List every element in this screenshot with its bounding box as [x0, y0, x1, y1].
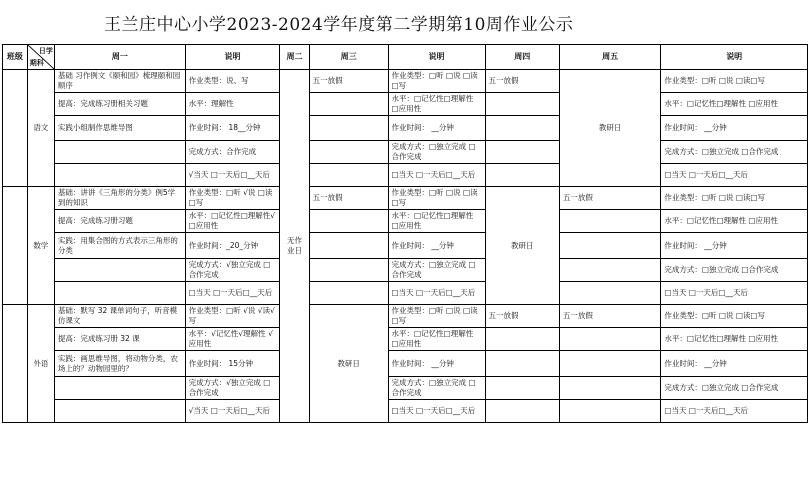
- header-diag-bottom: 期科: [29, 59, 44, 67]
- class-cell: [3, 70, 28, 187]
- wed-cell: [309, 210, 388, 233]
- mon-note-cell: □当天 □一天后□__天后: [185, 282, 280, 305]
- fri-cell: [559, 282, 660, 305]
- thu-cell: [485, 377, 559, 400]
- class-cell: [3, 305, 28, 423]
- table-row: [3, 351, 808, 377]
- table-row: [3, 187, 808, 210]
- mon-cell: 提高：完成练习册相关习题: [54, 93, 185, 116]
- wed-note-cell: 作业时间： __分钟: [388, 233, 485, 259]
- fri-cell: [559, 351, 660, 377]
- mon-cell: 基础：默写 32 课单词句子，听音模仿课文: [54, 305, 185, 328]
- wed-note-cell: 作业类型：□听 □说 □读□写: [388, 70, 485, 93]
- fri-note-cell: 作业类型：□听 □说 □读□写: [661, 70, 808, 93]
- fri-cell: [559, 259, 660, 282]
- mon-cell: [54, 164, 185, 187]
- fri-note-cell: 作业类型：□听 □说 □读□写: [661, 187, 808, 210]
- fri-note-cell: 水平：□记忆性□理解性 □应用性: [661, 93, 808, 116]
- header-note-2: 说明: [388, 45, 485, 70]
- wed-cell: [309, 282, 388, 305]
- mon-note-cell: 水平：□记忆性□理解性√ □应用性: [185, 210, 280, 233]
- tue-cell: 无作业日: [280, 70, 309, 423]
- fri-cell: [559, 210, 660, 233]
- mon-note-cell: 完成方式：合作完成: [185, 141, 280, 164]
- fri-cell: 五一放假: [559, 305, 660, 328]
- fri-cell: 五一放假: [559, 187, 660, 210]
- table-row: [3, 116, 808, 141]
- thu-cell: 五一放假: [485, 305, 559, 328]
- header-tue: 周二: [280, 45, 309, 70]
- mon-cell: [54, 141, 185, 164]
- mon-note-cell: 完成方式：√独立完成 □合作完成: [185, 259, 280, 282]
- table-row: [3, 93, 808, 116]
- header-thu: 周四: [485, 45, 559, 70]
- fri-cell: [559, 377, 660, 400]
- header-mon: 周一: [54, 45, 185, 70]
- wed-cell: [309, 233, 388, 259]
- mon-cell: [54, 282, 185, 305]
- header-row: [3, 45, 808, 70]
- mon-note-cell: √当天 □一天后□__天后: [185, 400, 280, 423]
- wed-cell: [309, 164, 388, 187]
- fri-note-cell: 完成方式：□独立完成 □合作完成: [661, 259, 808, 282]
- wed-note-cell: □当天 □一天后□__天后: [388, 282, 485, 305]
- header-note-3: 说明: [661, 45, 808, 70]
- mon-note-cell: 水平：√记忆性√理解性 √应用性: [185, 328, 280, 351]
- fri-cell: [559, 233, 660, 259]
- fri-note-cell: 作业时间： __分钟: [661, 116, 808, 141]
- wed-cell: 教研日: [309, 305, 388, 423]
- wed-note-cell: 作业时间： __分钟: [388, 351, 485, 377]
- mon-cell: 实践：画思维导图，将动物分类，农场上的？动物园里的？: [54, 351, 185, 377]
- wed-cell: [309, 259, 388, 282]
- fri-note-cell: □当天 □一天后□__天后: [661, 164, 808, 187]
- wed-note-cell: 完成方式：□独立完成 □合作完成: [388, 377, 485, 400]
- mon-note-cell: 作业时间： 18__分钟: [185, 116, 280, 141]
- wed-note-cell: 作业类型：□听 □说 □读□写: [388, 305, 485, 328]
- wed-cell: [309, 141, 388, 164]
- mon-note-cell: 作业类型：说、写: [185, 70, 280, 93]
- header-diagonal: [27, 45, 54, 70]
- subject-cell: 外语: [27, 305, 54, 423]
- wed-cell: 五一放假: [309, 187, 388, 210]
- table-row: [3, 282, 808, 305]
- thu-cell: [485, 116, 559, 141]
- mon-note-cell: 作业类型：□听 √说 √读√写: [185, 305, 280, 328]
- wed-note-cell: 完成方式：□独立完成 □合作完成: [388, 259, 485, 282]
- header-wed: 周三: [309, 45, 388, 70]
- thu-cell: 五一放假: [485, 70, 559, 93]
- header-note-1: 说明: [185, 45, 280, 70]
- mon-cell: [54, 400, 185, 423]
- wed-note-cell: 完成方式：□独立完成 □合作完成: [388, 141, 485, 164]
- mon-cell: 基础 习作例文《颐和园》梳理颐和园顺序: [54, 70, 185, 93]
- table-row: [3, 70, 808, 93]
- header-fri: 周五: [559, 45, 660, 70]
- thu-cell: [485, 164, 559, 187]
- fri-note-cell: 水平：□记忆性□理解性 □应用性: [661, 210, 808, 233]
- fri-note-cell: 作业类型：□听 □说 □读□写: [661, 305, 808, 328]
- class-cell: [3, 187, 28, 305]
- mon-note-cell: 完成方式：√独立完成 □合作完成: [185, 377, 280, 400]
- fri-note-cell: □当天 □一天后□__天后: [661, 400, 808, 423]
- fri-note-cell: 完成方式：□独立完成 □合作完成: [661, 141, 808, 164]
- table-row: [3, 210, 808, 233]
- mon-note-cell: 作业类型：□听 √说 □读□写: [185, 187, 280, 210]
- wed-note-cell: □当天 □一天后□__天后: [388, 400, 485, 423]
- wed-note-cell: 水平：□记忆性□理解性 □应用性: [388, 210, 485, 233]
- thu-cell: [485, 93, 559, 116]
- wed-note-cell: 水平：□记忆性□理解性 □应用性: [388, 328, 485, 351]
- mon-cell: 基础：讲讲《三角形的分类》例5学到的知识: [54, 187, 185, 210]
- subject-cell: 数学: [27, 187, 54, 305]
- table-row: [3, 259, 808, 282]
- mon-cell: [54, 377, 185, 400]
- thu-cell: [485, 328, 559, 351]
- mon-note-cell: √当天 □一天后□__天后: [185, 164, 280, 187]
- table-row: [3, 400, 808, 423]
- fri-cell: [559, 400, 660, 423]
- fri-cell: 教研日: [559, 70, 660, 187]
- mon-note-cell: 作业时间： 15分钟: [185, 351, 280, 377]
- table-row: [3, 141, 808, 164]
- header-class: 班级: [3, 45, 28, 70]
- fri-note-cell: 作业时间： __分钟: [661, 351, 808, 377]
- wed-note-cell: □当天 □一天后□__天后: [388, 164, 485, 187]
- homework-table: [2, 44, 808, 423]
- wed-note-cell: 水平：□记忆性□理解性 □应用性: [388, 93, 485, 116]
- subject-cell: 语文: [27, 70, 54, 187]
- title-text: 王兰庄中心小学2023-2024学年度第二学期第10周作业公示: [104, 15, 574, 35]
- wed-note-cell: 作业时间： __分钟: [388, 116, 485, 141]
- fri-note-cell: 作业时间： __分钟: [661, 233, 808, 259]
- fri-note-cell: 完成方式：□独立完成 □合作完成: [661, 377, 808, 400]
- table-row: [3, 305, 808, 328]
- table-row: [3, 377, 808, 400]
- fri-cell: [559, 328, 660, 351]
- wed-cell: 五一放假: [309, 70, 388, 93]
- table-row: [3, 233, 808, 259]
- header-diag-top: 日学: [38, 47, 53, 55]
- wed-note-cell: 作业类型：□听 □说 □读□写: [388, 187, 485, 210]
- page-title: [0, 8, 811, 38]
- thu-cell: [485, 351, 559, 377]
- fri-note-cell: □当天 □一天后□__天后: [661, 282, 808, 305]
- thu-cell: [485, 400, 559, 423]
- table-row: [3, 328, 808, 351]
- wed-cell: [309, 93, 388, 116]
- thu-cell: [485, 141, 559, 164]
- mon-note-cell: 作业时间：_20_分钟: [185, 233, 280, 259]
- mon-cell: 实践：用集合图的方式表示三角形的分类: [54, 233, 185, 259]
- mon-note-cell: 水平：理解性: [185, 93, 280, 116]
- table-row: [3, 164, 808, 187]
- mon-cell: [54, 259, 185, 282]
- wed-cell: [309, 116, 388, 141]
- mon-cell: 提高：完成练习册 32 课: [54, 328, 185, 351]
- thu-cell: 教研日: [485, 187, 559, 305]
- fri-note-cell: 水平：□记忆性□理解性 □应用性: [661, 328, 808, 351]
- mon-cell: 实践小组制作思维导图: [54, 116, 185, 141]
- mon-cell: 提高：完成练习册习题: [54, 210, 185, 233]
